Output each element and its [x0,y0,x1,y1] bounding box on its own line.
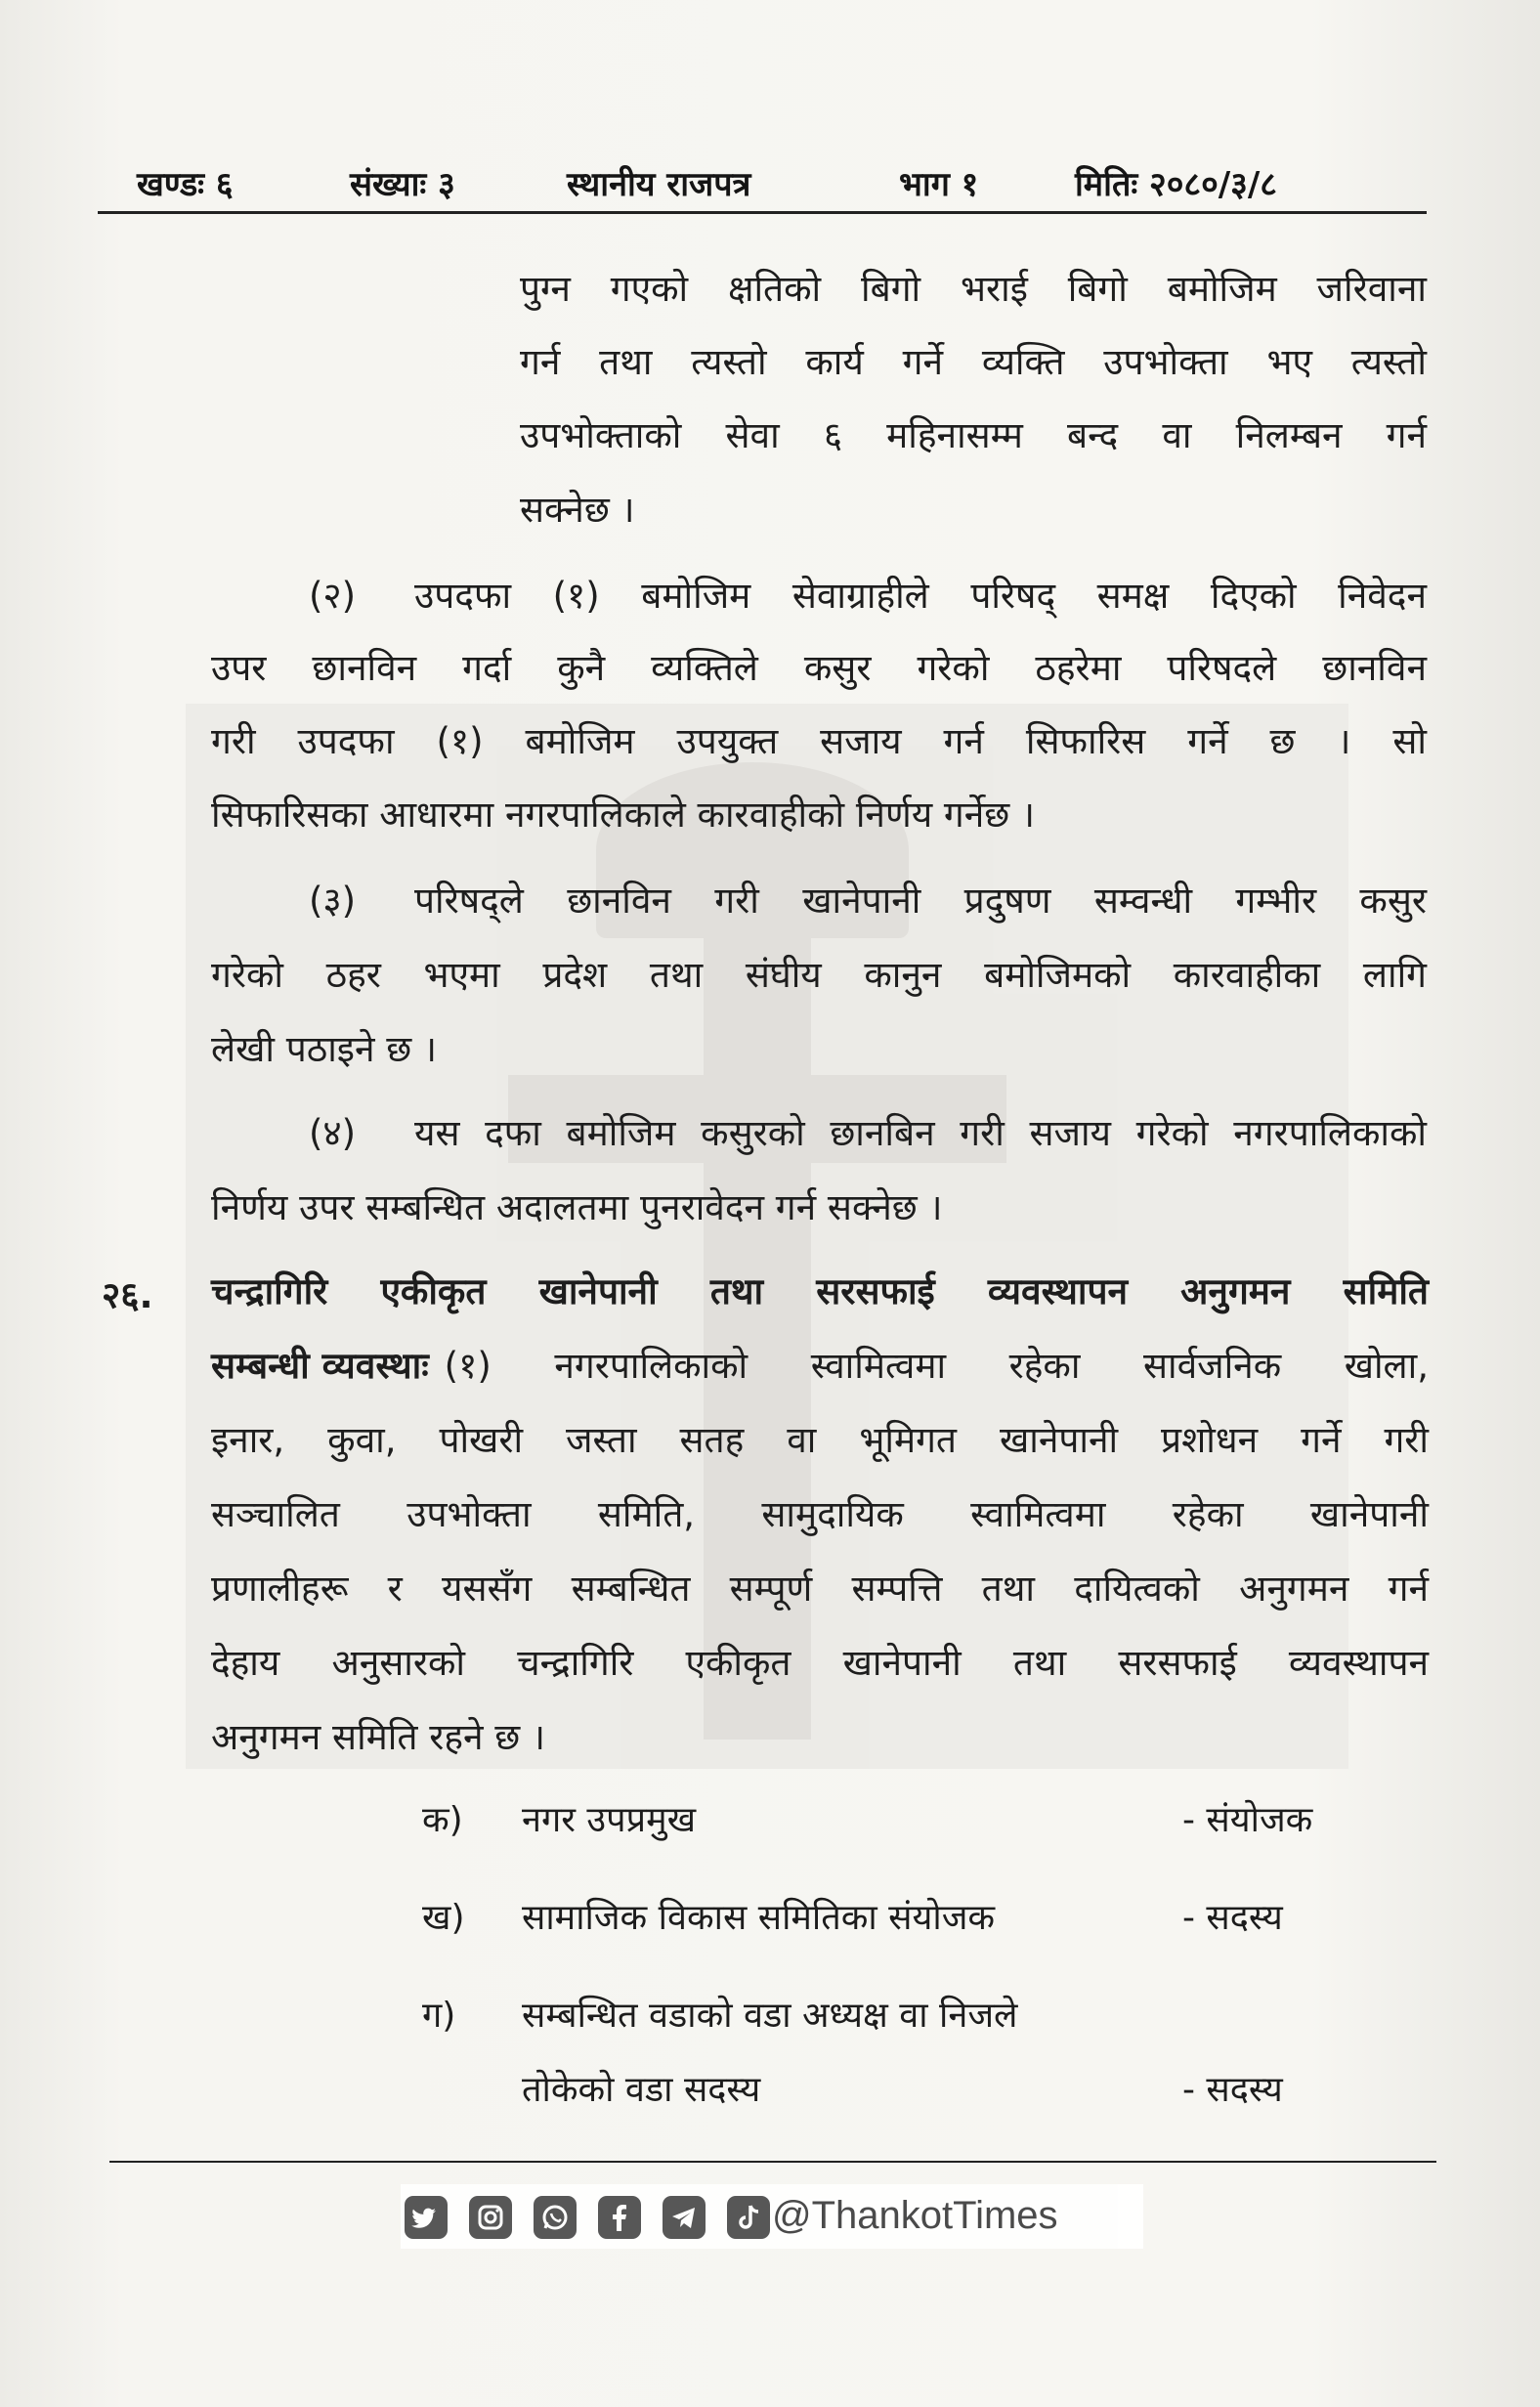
member-name: सामाजिक विकास समितिका संयोजक [522,1898,996,1938]
twitter-icon [405,2196,448,2239]
section-line: प्रणालीहरू र यससँग सम्बन्धित सम्पूर्ण सम्पत्ति तथा दायित्वको अनुगमन गर्न [211,1568,1429,1610]
footer-rule [109,2161,1436,2163]
header-bhag: भाग १ [899,165,979,204]
subsection-number: (३) [309,880,357,922]
sub2-line: सिफारिसका आधारमा नगरपालिकाले कारवाहीको निर्णय गर्नेछ । [211,794,1036,836]
para-line: सक्नेछ । [520,489,635,531]
whatsapp-icon [534,2196,577,2239]
section-line: देहाय अनुसारको चन्द्रागिरि एकीकृत खानेपानी तथा सरसफाई व्यवस्थापन [211,1642,1429,1684]
sub2-line: उपर छानविन गर्दा कुनै व्यक्तिले कसुर गरेको ठहरेमा परिषदले छानविन [211,647,1427,689]
member-role: - संयोजक [1182,1800,1313,1840]
page-header [137,154,1427,213]
member-name: नगर उपप्रमुख [522,1800,697,1840]
member-name: सम्बन्धित वडाको वडा अध्यक्ष वा निजले [522,1996,1018,2036]
sub2-line: उपदफा (१) बमोजिम सेवाग्राहीले परिषद् समक्ष दिएको निवेदन [414,575,1427,617]
sub3-line: गरेको ठहर भएमा प्रदेश तथा संघीय कानुन बमोजिमको कारवाहीका लागि [211,954,1427,996]
member-label: ख) [422,1898,465,1938]
member-name-cont: तोकेको वडा सदस्य [522,2070,761,2110]
para-line: पुग्न गएको क्षतिको बिगो भराई बिगो बमोजिम जरिवाना [520,268,1427,310]
sub4-line: निर्णय उपर सम्बन्धित अदालतमा पुनरावेदन गर्न सक्नेछ । [211,1186,943,1228]
header-miti: मितिः २०८०/३/८ [1075,165,1277,204]
sub4-line: यस दफा बमोजिम कसुरको छानबिन गरी सजाय गरेको नगरपालिकाको [414,1112,1427,1154]
sub3-line: परिषद्ले छानविन गरी खानेपानी प्रदुषण सम्वन्धी गम्भीर कसुर [414,880,1427,922]
section-heading-line2: सम्बन्धी व्यवस्थाः (१) नगरपालिकाको स्वामित्वमा रहेका सार्वजनिक खोला, [211,1345,1429,1387]
section-line: सञ्चालित उपभोक्ता समिति, सामुदायिक स्वामित्वमा रहेका खानेपानी [211,1493,1429,1535]
section-heading: चन्द्रागिरि एकीकृत खानेपानी तथा सरसफाई व्यवस्थापन अनुगमन समिति [211,1270,1429,1312]
member-label: क) [422,1800,463,1840]
subsection-number: (२) [309,575,357,617]
facebook-icon [598,2196,641,2239]
subsection-number: (४) [309,1112,357,1154]
header-sankhya: संख्याः ३ [350,165,455,204]
social-watermark [401,2184,1143,2249]
section-number: २६. [102,1274,153,1316]
section-line: इनार, कुवा, पोखरी जस्ता सतह वा भूमिगत खानेपानी प्रशोधन गर्ने गरी [211,1419,1429,1461]
member-role: - सदस्य [1182,2070,1283,2110]
social-handle: @ThankotTimes [772,2194,1058,2237]
tiktok-icon [727,2196,770,2239]
header-title: स्थानीय राजपत्र [567,165,751,204]
para-line: गर्न तथा त्यस्तो कार्य गर्ने व्यक्ति उपभोक्ता भए त्यस्तो [520,341,1427,383]
telegram-icon [663,2196,706,2239]
header-khanda: खण्डः ६ [137,165,234,204]
para-line: उपभोक्ताको सेवा ६ महिनासम्म बन्द वा निलम्बन गर्न [520,414,1427,456]
member-role: - सदस्य [1182,1898,1283,1938]
sub3-line: लेखी पठाइने छ । [211,1028,437,1070]
section-line: अनुगमन समिति रहने छ । [211,1716,546,1758]
sub2-line: गरी उपदफा (१) बमोजिम उपयुक्त सजाय गर्न सिफारिस गर्ने छ । सो [211,720,1427,762]
member-label: ग) [422,1996,456,2036]
header-rule [98,211,1427,214]
instagram-icon [469,2196,512,2239]
